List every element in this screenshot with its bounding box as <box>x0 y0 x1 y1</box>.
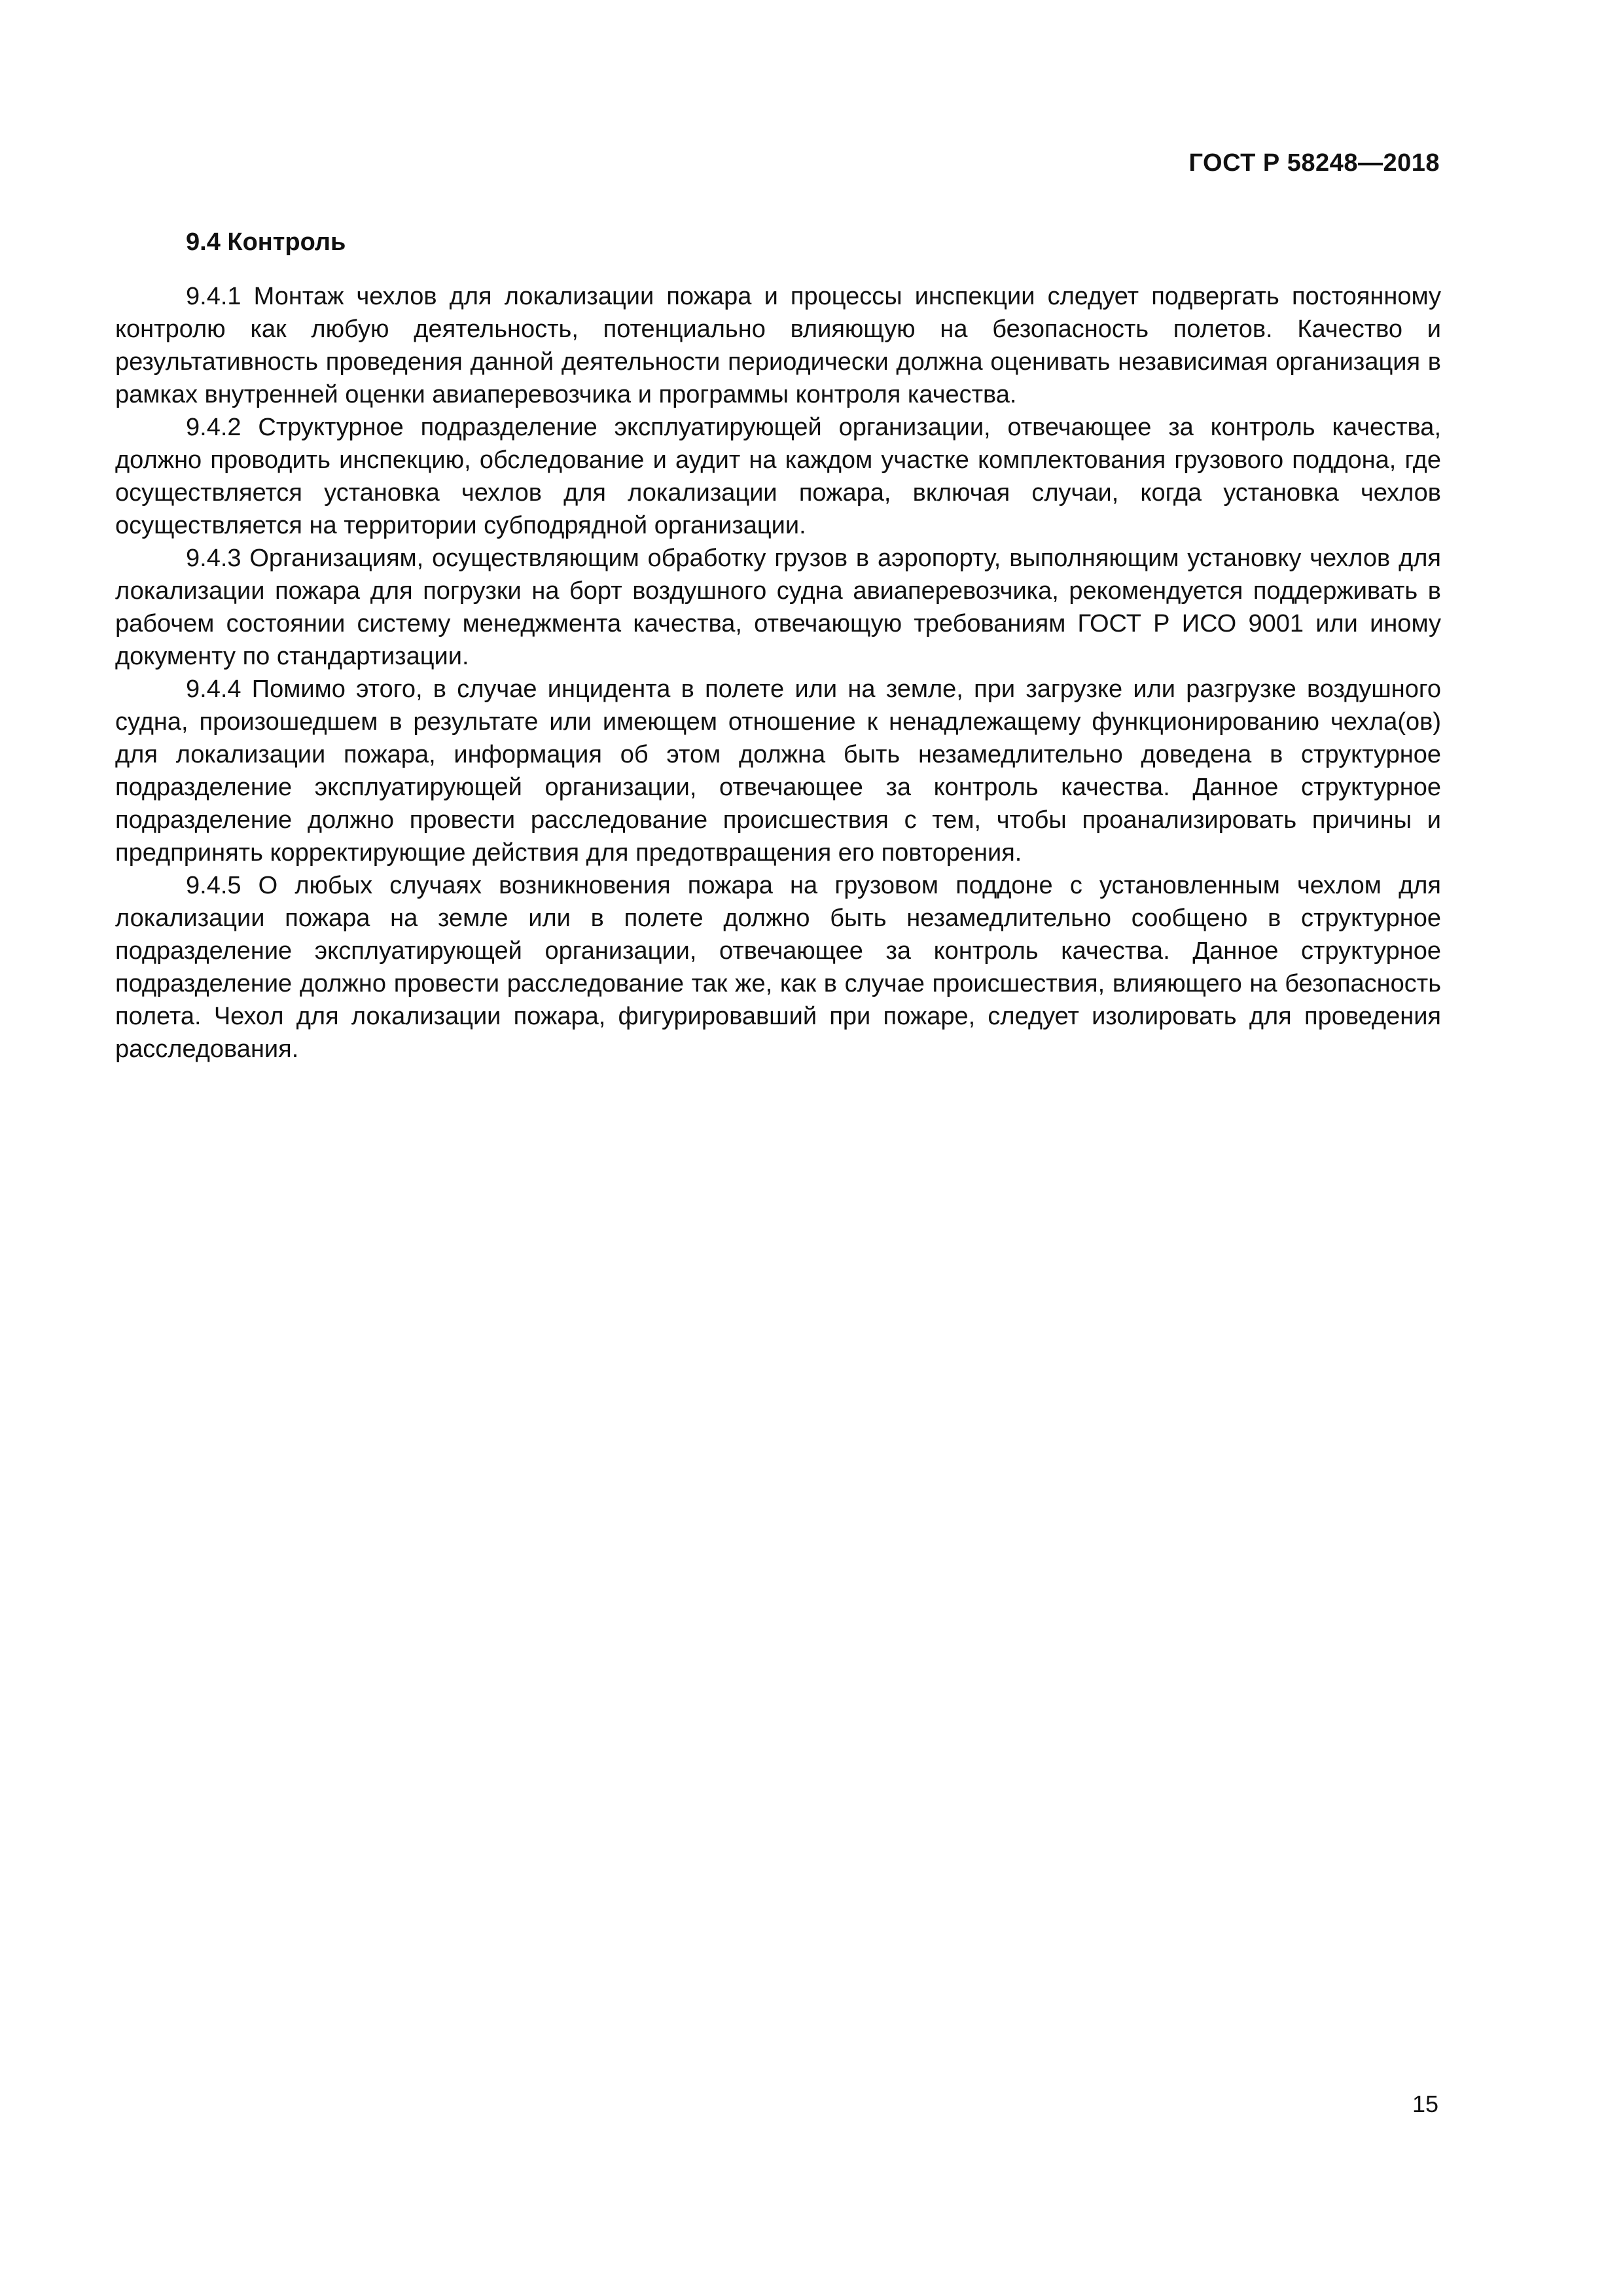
paragraph-9-4-1: 9.4.1 Монтаж чехлов для локализации пожара и процессы инспекции следует подвергать постоянному контролю как любую деятельность, потенциально влияющую на безопасность полетов. Качество и результативность проведения данной деятельности периодически должна оценивать независимая организация в рамках внутренней оценки авиаперевозчика и программы контроля качества. <box>115 283 1441 408</box>
paragraph-9-4-5: 9.4.5 О любых случаях возникновения пожара на грузовом поддоне с установленным чехлом для локализации пожара на земле или в полете должно быть незамедлительно сообщено в структурное подразделение эксплуатирующей организации, отвечающее за контроль качества. Данное структурное подразделение должно провести расследование так же, как в случае происшествия, влияющего на безопасность полета. Чехол для локализации пожара, фигурировавший при пожаре, следует изолировать для проведения расследования. <box>115 872 1441 1063</box>
page-number: 15 <box>1412 2090 1438 2117</box>
document-code: ГОСТ Р 58248—2018 <box>1188 149 1440 177</box>
paragraph-9-4-3: 9.4.3 Организациям, осуществляющим обработку грузов в аэропорту, выполняющим установку чехлов для локализации пожара для погрузки на борт воздушного судна авиаперевозчика, рекомендуется поддерживать в рабочем состоянии систему менеджмента качества, отвечающую требованиям ГОСТ Р ИСО 9001 или иному документу по стандартизации. <box>115 545 1441 670</box>
paragraph-9-4-4: 9.4.4 Помимо этого, в случае инцидента в полете или на земле, при загрузке или разгрузке воздушного судна, произошедшем в результате или имеющем отношение к ненадлежащему функционированию чехла(ов) для локализации пожара, информация об этом должна быть незамедлительно доведена в структурное подразделение эксплуатирующей организации, отвечающее за контроль качества. Данное структурное подразделение должно провести расследование происшествия с тем, чтобы проанализировать причины и предпринять корректирующие действия для предотвращения его повторения. <box>115 675 1441 867</box>
section-9-4 <box>115 224 1441 1066</box>
paragraph-9-4-2: 9.4.2 Структурное подразделение эксплуатирующей организации, отвечающее за контроль качества, должно проводить инспекцию, обследование и аудит на каждом участке комплектования грузового поддона, где осуществляется установка чехлов для локализации пожара, включая случаи, когда установка чехлов осуществляется на территории субподрядной организации. <box>115 414 1441 539</box>
section-heading: 9.4 Контроль <box>186 228 346 256</box>
